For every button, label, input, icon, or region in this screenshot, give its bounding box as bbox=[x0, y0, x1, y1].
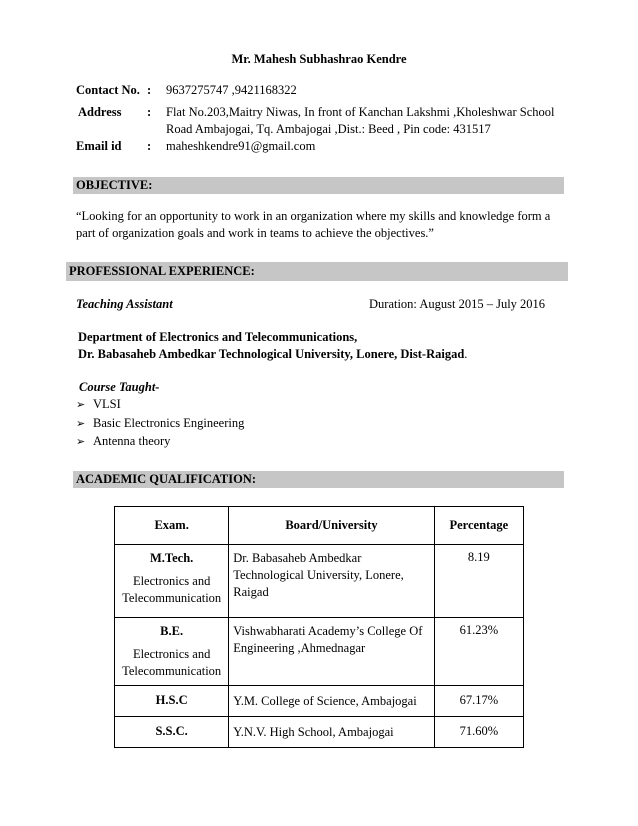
exam-branch-line-2: Telecommunication bbox=[122, 664, 222, 678]
email-label: Email id bbox=[76, 139, 122, 153]
column-header-percentage: Percentage bbox=[434, 507, 523, 545]
board-line-2: Technological University, Lonere, bbox=[233, 568, 404, 582]
exam-name: M.Tech. bbox=[149, 551, 194, 565]
exam-cell bbox=[115, 618, 229, 686]
objective-line-1: “Looking for an opportunity to work in an organization where my skills and knowledge form a bbox=[76, 209, 551, 223]
course-name: Antenna theory bbox=[93, 434, 171, 448]
column-header-exam: Exam. bbox=[115, 507, 229, 545]
objective-heading-bar bbox=[73, 177, 564, 194]
board-line-1: Dr. Babasaheb Ambedkar bbox=[233, 551, 362, 565]
contact-value: 9637275747 ,9421168322 bbox=[166, 83, 297, 97]
board-line-3: Raigad bbox=[233, 585, 269, 599]
email-value[interactable]: maheshkendre91@gmail.com bbox=[166, 139, 316, 153]
course-name: Basic Electronics Engineering bbox=[93, 415, 245, 430]
experience-heading: PROFESSIONAL EXPERIENCE: bbox=[69, 264, 255, 278]
board-cell bbox=[229, 618, 434, 686]
arrow-bullet-icon: ➢ bbox=[76, 399, 86, 411]
table-row bbox=[115, 686, 524, 717]
percentage-cell: 61.23% bbox=[434, 618, 523, 686]
table-row bbox=[115, 545, 524, 618]
academic-table bbox=[114, 506, 524, 748]
exam-name: B.E. bbox=[160, 624, 184, 638]
course-name: VLSI bbox=[93, 397, 121, 411]
board-cell: Y.N.V. High School, Ambajogai bbox=[229, 717, 434, 748]
board-line-2: Engineering ,Ahmednagar bbox=[233, 641, 366, 655]
exam-branch-line-2: Telecommunication bbox=[122, 591, 222, 605]
objective-heading: OBJECTIVE: bbox=[76, 178, 153, 192]
table-row bbox=[115, 717, 524, 748]
column-header-board: Board/University bbox=[229, 507, 434, 545]
exam-cell: S.S.C. bbox=[115, 717, 229, 748]
percentage-cell: 8.19 bbox=[434, 545, 523, 618]
list-item bbox=[76, 414, 244, 433]
list-item bbox=[76, 432, 244, 451]
percentage-cell: 67.17% bbox=[434, 686, 523, 717]
address-line-1: Flat No.203,Maitry Niwas, In front of Kanchan Lakshmi ,Kholeshwar School bbox=[166, 105, 555, 119]
board-cell: Y.M. College of Science, Ambajogai bbox=[229, 686, 434, 717]
address-line-2: Road Ambajogai, Tq. Ambajogai ,Dist.: Beed , Pin code: 431517 bbox=[166, 122, 491, 136]
experience-dept-line-1: Department of Electronics and Telecommunications, bbox=[78, 330, 358, 344]
courses-list bbox=[76, 395, 244, 451]
exam-branch-line-1: Electronics and bbox=[132, 647, 211, 661]
experience-dept-line-2 bbox=[78, 347, 467, 362]
academic-heading-bar bbox=[73, 471, 564, 488]
address-colon: : bbox=[147, 105, 152, 119]
board-line-1: Vishwabharati Academy’s College Of bbox=[233, 624, 423, 638]
exam-branch-line-1: Electronics and bbox=[132, 574, 211, 588]
contact-colon: : bbox=[147, 83, 152, 97]
exam-cell: H.S.C bbox=[115, 686, 229, 717]
experience-role: Teaching Assistant bbox=[76, 297, 173, 311]
experience-duration: Duration: August 2015 – July 2016 bbox=[369, 297, 546, 311]
contact-label: Contact No. bbox=[76, 83, 140, 97]
courses-label: Course Taught- bbox=[79, 380, 160, 394]
arrow-bullet-icon: ➢ bbox=[76, 436, 86, 448]
academic-heading: ACADEMIC QUALIFICATION: bbox=[76, 472, 256, 486]
percentage-cell: 71.60% bbox=[434, 717, 523, 748]
arrow-bullet-icon: ➢ bbox=[76, 417, 86, 430]
experience-dept-text: Dr. Babasaheb Ambedkar Technological University, Lonere, Dist-Raigad bbox=[78, 347, 465, 361]
board-cell bbox=[229, 545, 434, 618]
experience-dept-period: . bbox=[464, 347, 468, 361]
table-header-row bbox=[115, 507, 524, 545]
table-row bbox=[115, 618, 524, 686]
list-item bbox=[76, 395, 244, 414]
experience-heading-bar bbox=[66, 262, 568, 281]
resume-name: Mr. Mahesh Subhashrao Kendre bbox=[231, 52, 407, 66]
exam-cell bbox=[115, 545, 229, 618]
objective-line-2: part of organization goals and work in teams to achieve the objectives.” bbox=[76, 226, 434, 240]
address-label: Address bbox=[78, 105, 122, 119]
email-colon: : bbox=[147, 139, 152, 153]
